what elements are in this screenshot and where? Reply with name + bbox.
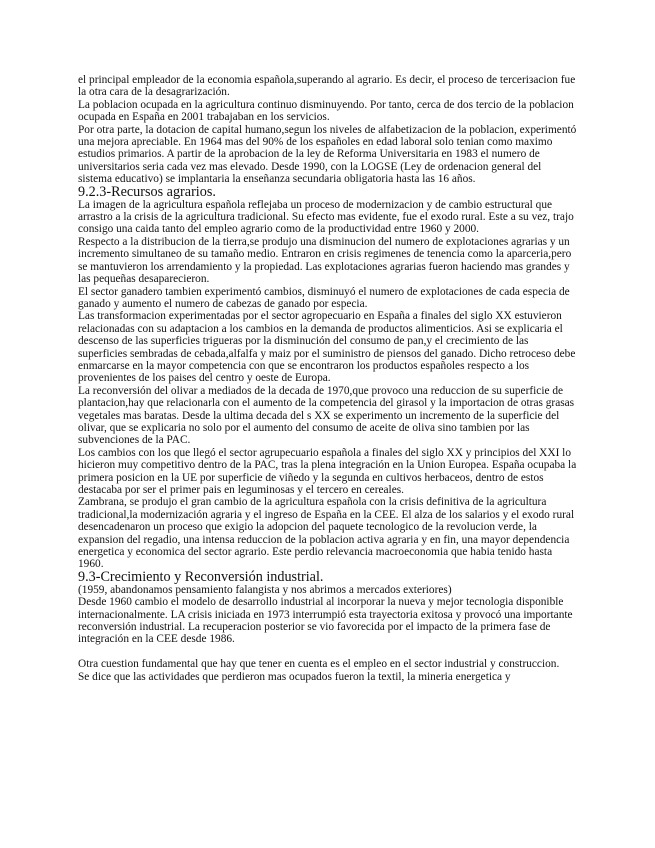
paragraph: La imagen de la agricultura española reflejaba un proceso de modernizacion y de cambio estructural que arrastro a la crisis de la agricultura tradicional. Su efecto mas evidente, fue el exodo rural. Este a su vez, trajo consigo una caida tanto del empleo agrario como de la productividad entre 1960 y 2000. (78, 198, 574, 236)
paragraph: Respecto a la distribucion de la tierra,se produjo una disminucion del numero de explotaciones agrarias y un incremento simultaneo de su tamaño medio. Entraron en crisis regimenes de tenencia como la aparceria,pero se mantuvieron los arrendamiento y la propiedad. Las explotaciones agrarias fueron haciendo mas grandes y las pequeñas desaparecieron. (78, 235, 572, 286)
paragraph: El sector ganadero tambien experimentó cambios, disminuyó el numero de explotaciones de cada especia de ganado y aumento el numero de cabezas de ganado por especia. (78, 285, 570, 310)
paragraph: Desde 1960 cambio el modelo de desarrollo industrial al incorporar la nueva y mejor tecnologia disponible internacionalmente. LA crisis iniciada en 1973 interrumpió esta trayectoria exitosa y provocó una importante reconversión industrial. La recuperacion posterior se vio favorecida por el impacto de la primera fase de integración en la CEE desde 1986. (78, 596, 573, 646)
paragraph: (1959, abandonamos pensamiento falangista y nos abrimos a mercados exteriores) (78, 583, 452, 596)
document-page (78, 74, 578, 683)
paragraph: Se dice que las actividades que perdieron mas ocupados fueron la textil, la mineria energetica y (78, 670, 511, 683)
paragraph: el principal empleador de la economia española,superando al agrario. Es decir, el proceso de terceriзacion fue la otra cara de la desagrarización. (78, 74, 576, 99)
paragraph: Por otra parte, la dotacion de capital humano,segun los niveles de alfabetizacion de la poblacion, experimentó una mejora apreciable. En 1964 mas del 90% de los españoles en edad laboral solo tenian como maximo estudios primarios. A partir de la aprobacion de la ley de Reforma Universitaria en 1983 el numero de universitarios seria cada vez mas elevado. Desde 1990, con la LOGSE (Ley de ordenacion general del sistema educativo) se implantaria la enseñanza secundaria obligatoria hasta las 16 años. (78, 123, 577, 186)
paragraph: La poblacion ocupada en la agricultura continuo disminuyendo. Por tanto, cerca de dos tercio de la poblacion ocupada en España en 2001 trabajaban en los servicios. (78, 98, 574, 124)
paragraph: Las transformacion experimentadas por el sector agropecuario en España a finales del siglo XX estuvieron relacionadas con su adaptacion a los cambios en la demanda de productos alimenticios. Asi se explicaria el descenso de las superficies trigueras por la disminución del consumo de pan,y el crecimiento de las superficies sembradas de cebada,alfalfa y maiz por el suministro de piensos del ganado. Dicho retroceso debe enmarcarse en la mayor competencia con que se encontraron los productos españoles respecto a los provenientes de los paises del centro y oeste de Europa. (78, 310, 576, 385)
paragraph: Zambrana, se produjo el gran cambio de la agricultura española con la crisis definitiva de la agricultura tradicional,la modernización agraria y el ingreso de España en la CEE. El alza de los salarios y el exodo rural desencadenaron un proceso que exigio la adopcion del paquete tecnologico de la revolucion verde, la expansion del regadio, una intensa reduccion de la poblacion activa agraria y en fin, una mayor dependencia energetica y economica del sector agrario. Este perdio relevancia macroeconomia que habia tenido hasta 1960. (78, 496, 575, 571)
section-heading-recursos-agrarios: 9.2.3-Recursos agrarios. (78, 183, 216, 200)
section-heading-crecimiento-industrial: 9.3-Crecimiento y Reconversión industrial. (78, 568, 324, 585)
blank-line (78, 646, 578, 658)
paragraph: Otra cuestion fundamental que hay que tener en cuenta es el empleo en el sector industrial y construccion. (78, 658, 560, 671)
paragraph: La reconversión del olivar a mediados de la decada de 1970,que provoco una reduccion de su superficie de plantacion,hay que relacionarla con el aumento de la competencia del girasol y la importacion de otras grasas vegetales mas baratas. Desde la ultima decada del s XX se experimento un incremento de la superficie del olivar, que se explicaria no solo por el aumento del consumo de aceite de oliva sino tambien por las subvenciones de la PAC. (78, 384, 575, 447)
paragraph: Los cambios con los que llegó el sector agrupecuario española a finales del siglo XX y principios del XXI lo hicieron muy competitivo dentro de la PAC, tras la plena integración en la Union Europea. España ocupaba la primera posicion en la UE por superficie de viñedo y la segunda en cultivos herbaceos, dentro de estos destacaba por ser el primer pais en leguminosas y el tercero en cereales. (78, 446, 577, 496)
